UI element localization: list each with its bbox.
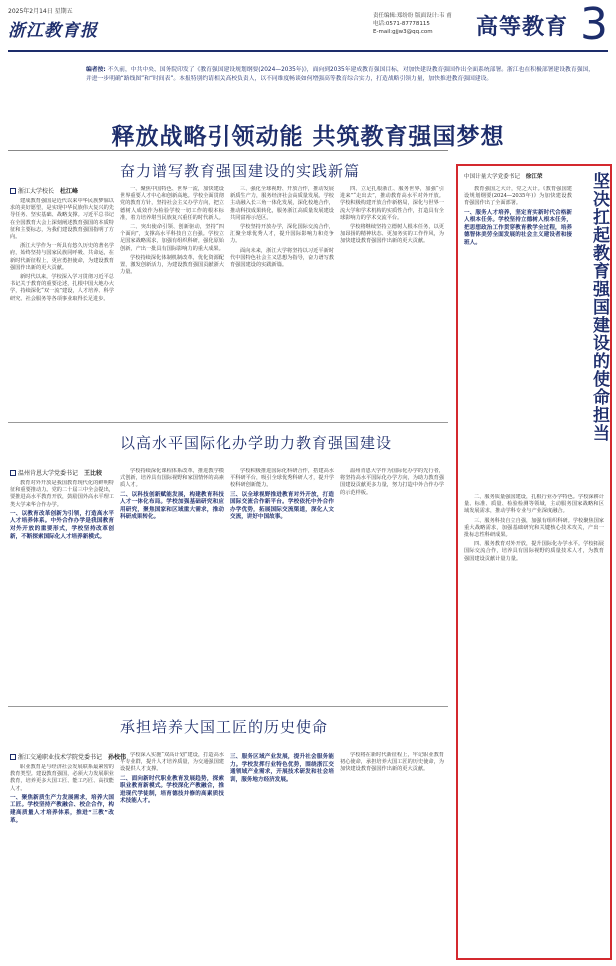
article-column: [230, 752, 334, 960]
sidebar-column: [464, 186, 572, 486]
square-icon: [10, 754, 16, 760]
section-heading: 一、聚焦新质生产力发展需求，培养大国工匠。学校坚持产教融合、校企合作，构建高质量人才培养体系，推进“三教”改革。: [10, 794, 114, 824]
email-line: E-mail:gjjw3@qq.com: [373, 29, 433, 35]
article-column: [120, 186, 224, 416]
divider: [8, 422, 448, 423]
article-column: [230, 186, 334, 416]
section-heading: 一、服务人才培养，坚定育实新时代合格新人根本任务。学校坚持立德树人根本任务，把思想政治工作贯穿教育教学全过程，培养德智体美劳全面发展的社会主义建设者和接班人。: [464, 209, 572, 246]
main-headline: 释放战略引领动能 共筑教育强国梦想: [111, 124, 505, 150]
article-column: [10, 764, 114, 960]
paragraph: 四、服务教育对外开放，提升国际化办学水平。学校拓展国际交流合作，培养具有国际视野的质量技术人才，为教育强国建设贡献计量力量。: [464, 541, 604, 562]
author-unit: 中国计量大学党委书记: [464, 174, 520, 180]
section-heading: 二、面向新时代职业教育发展趋势，探索职业教育新模式。学校深化产教融合，推进现代学徒制，培育德技并修的高素质技术技能人才。: [120, 775, 224, 805]
divider: [8, 706, 448, 707]
editor-line: 责任编辑:郑纷纷 版面设计:韦 甫: [373, 13, 452, 19]
page-header: [8, 0, 608, 52]
paragraph: 学校持续深化体制机制改革，优化资源配置，激发创新活力，为建设教育强国贡献浙大力量。: [120, 254, 224, 276]
sidebar-column: [464, 494, 604, 954]
article-title: 承担培养大国工匠的历史使命: [120, 718, 329, 736]
author-unit: 浙江大学校长: [18, 188, 55, 195]
article-byline: [10, 186, 78, 195]
article-byline: [10, 752, 126, 761]
paragraph: 学校深入实施“双高计划”建设，打造高水平专业群，提升人才培养质量，为交通强国建设提供人才支撑。: [120, 752, 224, 773]
phone-line: 电话:0571-87778115: [373, 21, 430, 27]
author-name: 杜江峰: [59, 188, 78, 195]
article-column: [230, 468, 334, 700]
paragraph: 学校将继续坚持立德树人根本任务，以更加昂扬的精神状态、更加务实的工作作风，为加快建设教育强国作出新的更大贡献。: [340, 224, 444, 245]
paragraph: 教育强国之大计，党之大计。《教育强国建设规划纲要(2024—2035年)》为加快建设教育强国作出了全面部署。: [464, 186, 572, 207]
article-column: [120, 468, 224, 700]
paragraph: 学校将在新时代新征程上，牢记职业教育初心使命，承担培养大国工匠的历史使命，为加快建设教育强国作出新的更大贡献。: [340, 752, 444, 773]
section-title: 高等教育: [476, 15, 569, 40]
sidebar-title: 坚决扛起教育强国建设的使命担当: [589, 172, 609, 442]
paragraph: 二、服务质量强国建设，扎根行业办学特色。学校深耕计量、标准、质量、检验检测等领域，主动服务国家战略和区域发展需求，推动学科专业与产业深度融合。: [464, 494, 604, 515]
section-heading: 三、以全球视野推进教育对外开放，打造国际交流合作新平台。学校依托中外合作办学优势，拓展国际交流渠道，深化人文交流，讲好中国故事。: [230, 491, 334, 521]
article-column: [10, 198, 114, 416]
author-name: 孙校伟: [107, 754, 126, 761]
article-column: [120, 752, 224, 960]
paragraph: 三、服务科技自立自强，加强有组织科研。学校聚焦国家重大战略需求，加强基础研究和关键核心技术攻关，产出一批标志性科研成果。: [464, 517, 604, 539]
square-icon: [10, 470, 16, 476]
paragraph: 浙江大学作为一所具有悠久历史的著名学府，始终坚持与国家民族同呼吸、共命运，在新时代新征程上，更应勇担使命，为建设教育强国作出新的更大贡献。: [10, 243, 114, 271]
editor-note-label: 编者按:: [86, 67, 106, 73]
paragraph: 四、立足扎根浙江、服务世界，加强“引进来”“走出去”，推动教育高水平对外开放。学校积极构建开放合作新格局，深化与世界一流大学和学术机构的实质性合作，打造具有全球影响力的学术交流平台。: [340, 186, 444, 221]
page-number: 3: [580, 0, 608, 50]
article-title: 奋力谱写教育强国建设的实践新篇: [120, 162, 361, 180]
section-heading: 二、以科技创新赋能发展，构建教育科技人才一体化布局。学校加强基础研究和应用研究，聚焦国家和区域重大需求，推动科研成果转化。: [120, 491, 224, 521]
issue-date: 2025年2月14日 星期五: [8, 8, 73, 15]
paragraph: 新时代以来，学校深入学习贯彻习近平总书记关于教育的重要论述，扎根中国大地办大学，持续深化“双一流”建设，人才培养、科学研究、社会服务等各项事业取得长足进步。: [10, 274, 114, 302]
paragraph: 三、强化全球视野、开放合作，推动发展新质生产力，服务经济社会高质量发展。学校主动融入长三角一体化发展，深化校地合作，推动科技成果转化，服务浙江高质量发展建设共同富裕示范区。: [230, 186, 334, 221]
paragraph: 面向未来，浙江大学将坚持以习近平新时代中国特色社会主义思想为指导，奋力谱写教育强国建设的实践新篇。: [230, 247, 334, 269]
paragraph: 学校积极推进国际化科研合作，搭建高水平科研平台，吸引全球优秀科研人才，提升学校科研创新能力。: [230, 468, 334, 489]
sidebar-byline: [464, 172, 543, 180]
editor-note-text: 不久前，中共中央、国务院印发了《教育强国建设规划纲要(2024—2035年)》，面向到2035年建成教育强国目标，对加快建设教育强国作出全面系统部署。浙江也在积极部署建设教育强国，并进一步明确“路线图”和“时间表”。本报特别约请相关高校负责人，以不同维度畅谈如何增强高等教育综合实力，打造战略引领力量，加快推进教育强国建设。: [86, 67, 595, 82]
paragraph: 职业教育是与经济社会发展联系最紧密的教育类型。建设教育强国，必须大力发展职业教育，培养更多大国工匠、能工巧匠、高技能人才。: [10, 764, 114, 792]
paragraph: 学校坚持开放办学，深化国际交流合作，汇聚全球优秀人才，提升国际影响力和竞争力。: [230, 224, 334, 245]
paragraph: 学校持续深化课程体系改革，推进教学模式创新，培养具有国际视野和家国情怀的高素质人才。: [120, 468, 224, 489]
paragraph: 一、聚焦中国特色、世界一流，加快建设世界重要人才中心和创新高地。学校全面贯彻党的教育方针，坚持社会主义办学方向，把立德树人成效作为检验学校一切工作的根本标准，着力培养堪当民族复兴重任的时代新人。: [120, 186, 224, 221]
article-byline: [10, 468, 102, 477]
article-column: [10, 480, 114, 700]
author-name: 王比较: [83, 470, 102, 477]
divider: [8, 150, 448, 151]
section-heading: 三、服务区域产业发展，提升社会服务能力。学校发挥行业特色优势，围绕浙江交通领域产业需求，开展技术研发和社会培训，服务地方经济发展。: [230, 754, 334, 783]
paragraph: 二、突出使命引领、创新驱动，坚持“四个面向”，支撑高水平科技自立自强。学校立足国家战略需求，加强有组织科研，强化原始创新，产出一批具有国际影响力的重大成果。: [120, 224, 224, 252]
article-column: [340, 468, 444, 700]
paragraph: 教育对外开放是我国教育现代化的鲜明特征和重要推动力。党的二十届三中全会提出，要推进高水平教育开放，鼓励国外高水平理工类大学来华合作办学。: [10, 480, 114, 508]
section-heading: 一、以教育改革创新为引领，打造高水平人才培养体系。中外合作办学是我国教育对外开放的重要形式，学校坚持改革创新，不断探索国际化人才培养新模式。: [10, 510, 114, 540]
editor-note: [86, 66, 596, 84]
newspaper-logo: 浙江教育报: [8, 21, 98, 41]
paragraph: 温州肯恩大学作为国际化办学的先行者，将坚持高水平国际化办学方向，为助力教育强国建设贡献更多力量，努力打造中外合作办学的示范样板。: [340, 468, 444, 496]
author-unit: 浙江交通职业技术学院党委书记: [18, 754, 103, 761]
paragraph: 建成教育强国是近代以来中华民族梦寐以求的美好愿望，是实现中华民族伟大复兴的先导任务、坚实基础、战略支撑。习近平总书记在全国教育大会上深刻阐述教育强国的本质特征和主要标志，为我们建设教育强国指明了方向。: [10, 198, 114, 241]
article-title: 以高水平国际化办学助力教育强国建设: [120, 434, 393, 452]
square-icon: [10, 188, 16, 194]
article-column: [340, 186, 444, 416]
article-column: [340, 752, 444, 960]
author-unit: 温州肯恩大学党委书记: [18, 470, 79, 477]
author-name: 徐江荣: [525, 174, 543, 180]
